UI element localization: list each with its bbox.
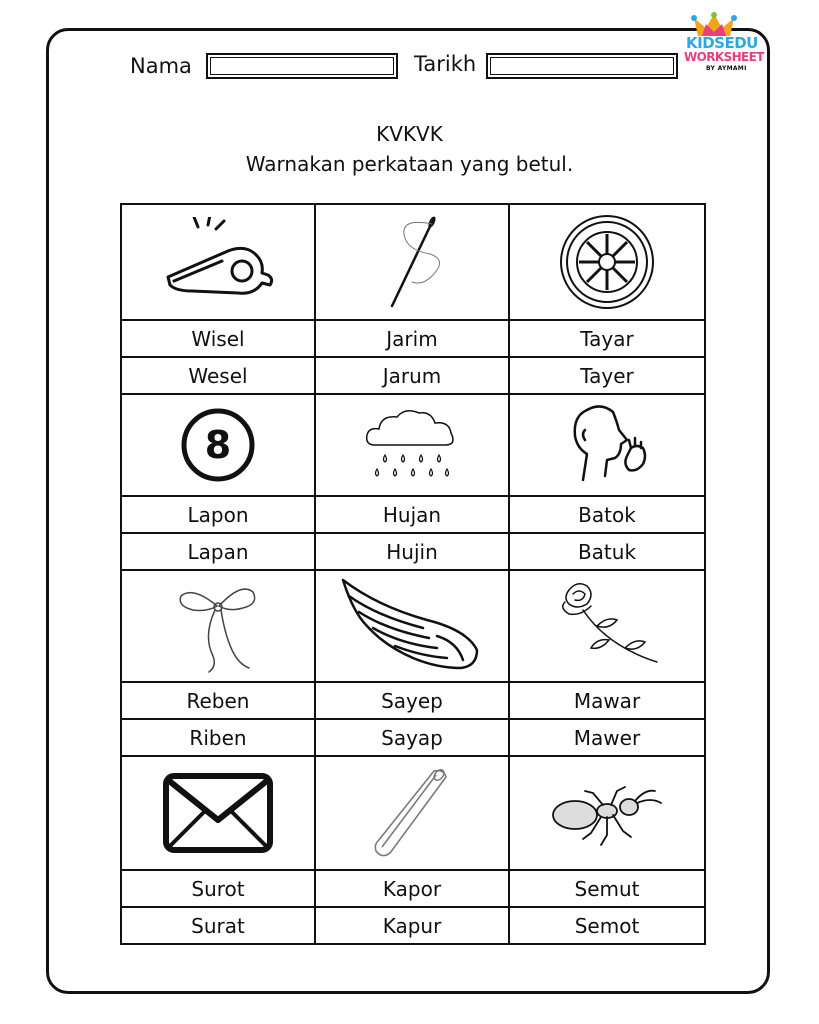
coughing-person-icon [557, 400, 657, 490]
word-choice-grid [120, 203, 706, 945]
picture-cell [315, 570, 509, 682]
word-option[interactable]: Kapor [315, 870, 509, 907]
word-option[interactable]: Hujin [315, 533, 509, 570]
needle-icon [372, 212, 452, 312]
picture-cell [121, 204, 315, 320]
word-option[interactable]: Surot [121, 870, 315, 907]
word-option[interactable]: Mawar [509, 682, 705, 719]
word-option[interactable]: Batuk [509, 533, 705, 570]
picture-cell [509, 570, 705, 682]
word-option[interactable]: Wesel [121, 357, 315, 394]
word-option[interactable]: Hujan [315, 496, 509, 533]
word-option[interactable]: Semut [509, 870, 705, 907]
word-option[interactable]: Lapon [121, 496, 315, 533]
word-option[interactable]: Sayep [315, 682, 509, 719]
picture-cell [121, 394, 315, 496]
rose-icon [547, 576, 667, 676]
picture-cell [121, 570, 315, 682]
picture-cell [509, 204, 705, 320]
wing-icon [337, 576, 487, 676]
brand-logo [684, 12, 764, 78]
word-option[interactable]: Reben [121, 682, 315, 719]
logo-line1: KIDSEDU [686, 34, 758, 52]
chalk-icon [362, 763, 462, 863]
number-eight-icon [178, 405, 258, 485]
tire-icon [557, 212, 657, 312]
worksheet-title: KVKVK [376, 122, 443, 146]
word-option[interactable]: Batok [509, 496, 705, 533]
picture-cell [315, 394, 509, 496]
picture-cell [509, 756, 705, 870]
date-field[interactable] [486, 53, 678, 79]
word-option[interactable]: Wisel [121, 320, 315, 357]
logo-line2: WORKSHEET [684, 50, 764, 64]
ant-icon [547, 773, 667, 853]
whistle-icon [158, 217, 278, 307]
word-option[interactable]: Kapur [315, 907, 509, 944]
rain-cloud-icon [357, 405, 467, 485]
envelope-icon [158, 768, 278, 858]
word-option[interactable]: Jarum [315, 357, 509, 394]
picture-cell [121, 756, 315, 870]
word-option[interactable]: Lapan [121, 533, 315, 570]
name-label: Nama [130, 54, 192, 78]
word-option[interactable]: Jarim [315, 320, 509, 357]
name-field[interactable] [206, 53, 398, 79]
logo-line3: BY AYMAMI [706, 65, 747, 72]
word-option[interactable]: Tayer [509, 357, 705, 394]
picture-cell [509, 394, 705, 496]
picture-cell [315, 756, 509, 870]
date-label: Tarikh [414, 52, 477, 76]
digit-eight: 8 [204, 423, 232, 467]
picture-cell [315, 204, 509, 320]
worksheet-instruction: Warnakan perkataan yang betul. [245, 152, 574, 176]
word-option[interactable]: Riben [121, 719, 315, 756]
word-option[interactable]: Mawer [509, 719, 705, 756]
word-option[interactable]: Tayar [509, 320, 705, 357]
word-option[interactable]: Sayap [315, 719, 509, 756]
word-option[interactable]: Surat [121, 907, 315, 944]
word-option[interactable]: Semot [509, 907, 705, 944]
ribbon-icon [173, 576, 263, 676]
